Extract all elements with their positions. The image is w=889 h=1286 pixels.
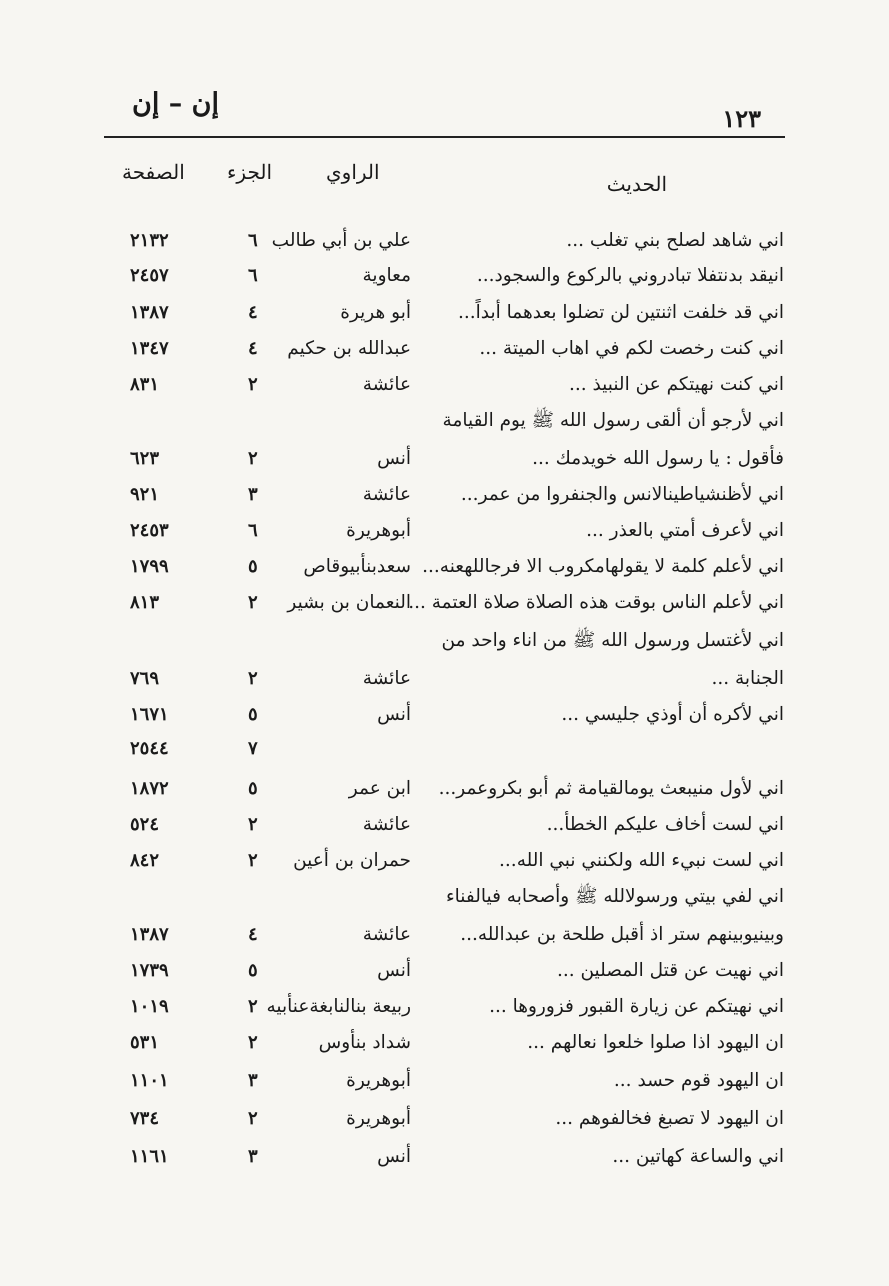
table-row	[0, 1146, 889, 1182]
hadith-cell: اني لست نبيء الله ولكنني نبي الله...	[499, 850, 784, 871]
table-row	[0, 448, 889, 484]
juz-cell: ٤	[248, 338, 258, 359]
hadith-cell: اني لأكره أن أوذي جليسي ...	[561, 704, 784, 725]
juz-cell: ٢	[248, 1108, 258, 1129]
page-cell: ٢١٣٢	[130, 230, 169, 251]
rawi-cell: سعدبنأبيوقاص	[303, 556, 411, 577]
rawi-cell: عائشة	[362, 374, 411, 395]
hadith-cell: اني لست أخاف عليكم الخطأ...	[546, 814, 784, 835]
page-cell: ٨٣١	[130, 374, 160, 395]
table-row	[0, 520, 889, 556]
table-row	[0, 265, 889, 301]
hadith-cell: اني شاهد لصلح بني تغلب ...	[566, 230, 784, 251]
table-row	[0, 374, 889, 410]
juz-cell: ٣	[248, 1070, 258, 1091]
page-cell: ٥٢٤	[130, 814, 160, 835]
table-row	[0, 996, 889, 1032]
column-header-hadith: الحديث	[606, 172, 667, 196]
hadith-cell: اني لأعلم الناس بوقت هذه الصلاة صلاة العتمة ...	[408, 592, 784, 613]
table-row	[0, 1108, 889, 1144]
table-row	[0, 592, 889, 628]
rawi-cell: أبوهريرة	[346, 1070, 411, 1091]
page-cell: ٩٢١	[130, 484, 160, 505]
juz-cell: ٦	[248, 520, 258, 541]
juz-cell: ٦	[248, 265, 258, 286]
hadith-cell: اني نهيتكم عن زيارة القبور فزوروها ...	[489, 996, 784, 1017]
rawi-cell: عائشة	[362, 484, 411, 505]
page-cell: ٢٤٥٧	[130, 265, 169, 286]
juz-cell: ٤	[248, 924, 258, 945]
table-row	[0, 230, 889, 266]
juz-cell: ٥	[248, 556, 258, 577]
table-row	[0, 778, 889, 814]
juz-cell: ٣	[248, 1146, 258, 1167]
table-row	[0, 924, 889, 960]
page-cell: ١٧٣٩	[130, 960, 169, 981]
rawi-cell: ابن عمر	[348, 778, 411, 799]
page-cell: ٦٢٣	[130, 448, 160, 469]
page-cell: ١١٠١	[130, 1070, 169, 1091]
table-row	[0, 410, 889, 446]
table-row	[0, 556, 889, 592]
juz-cell: ٥	[248, 778, 258, 799]
juz-cell: ٢	[248, 592, 258, 613]
juz-cell: ٥	[248, 960, 258, 981]
page-cell: ١٦٧١	[130, 704, 169, 725]
column-header-rawi: الراوي	[326, 160, 380, 184]
page-cell: ١٣٤٧	[130, 338, 169, 359]
rawi-cell: أنس	[377, 448, 411, 469]
hadith-cell: وبينيوبينهم ستر اذ أقبل طلحة بن عبدالله...	[460, 924, 784, 945]
page-cell: ١٧٩٩	[130, 556, 169, 577]
hadith-cell: اني كنت نهيتكم عن النبيذ ...	[568, 374, 784, 395]
page-cell: ٢٥٤٤	[130, 738, 169, 759]
table-row	[0, 814, 889, 850]
header-rule	[104, 136, 785, 138]
table-row	[0, 886, 889, 922]
rawi-cell: عائشة	[362, 668, 411, 689]
rawi-cell: حمران بن أعين	[293, 850, 411, 871]
page-cell: ١١٦١	[130, 1146, 169, 1167]
rawi-cell: عائشة	[362, 814, 411, 835]
page-cell: ٢٤٥٣	[130, 520, 169, 541]
table-row	[0, 1070, 889, 1106]
page-cell: ٧٦٩	[130, 668, 160, 689]
section-letters: إن – إن	[132, 88, 219, 119]
hadith-cell: اني لأظنشياطينالانس والجنفروا من عمر...	[460, 484, 784, 505]
hadith-cell: اني لأغتسل ورسول الله ﷺ من اناء واحد من	[441, 630, 784, 651]
rawi-cell: أبو هريرة	[340, 302, 411, 323]
rawi-cell: ربيعة بنالنابغةعنأبيه	[266, 996, 411, 1017]
page-cell: ٨٤٢	[130, 850, 160, 871]
rawi-cell: أبوهريرة	[346, 520, 411, 541]
page-cell: ٥٣١	[130, 1032, 160, 1053]
hadith-cell: اني قد خلفت اثنتين لن تضلوا بعدهما أبداً...	[457, 302, 784, 323]
juz-cell: ٢	[248, 814, 258, 835]
hadith-cell: اني لفي بيتي ورسولالله ﷺ وأصحابه فيالفناء	[445, 886, 784, 907]
table-row	[0, 704, 889, 740]
hadith-cell: ان اليهود اذا صلوا خلعوا نعالهم ...	[527, 1032, 784, 1053]
hadith-cell: اني لأعلم كلمة لا يقولهامكروب الا فرجاللهعنه...	[422, 556, 784, 577]
page-cell: ١٨٧٢	[130, 778, 169, 799]
rawi-cell: معاوية	[362, 265, 411, 286]
juz-cell: ٥	[248, 704, 258, 725]
hadith-cell: اني كنت رخصت لكم في اهاب الميتة ...	[479, 338, 784, 359]
page-cell: ٨١٣	[130, 592, 160, 613]
hadith-cell: اني لأعرف أمتي بالعذر ...	[586, 520, 784, 541]
hadith-cell: اني نهيت عن قتل المصلين ...	[556, 960, 784, 981]
juz-cell: ٢	[248, 448, 258, 469]
juz-cell: ٢	[248, 374, 258, 395]
juz-cell: ٦	[248, 230, 258, 251]
rawi-cell: أنس	[377, 704, 411, 725]
hadith-cell: الجنابة ...	[711, 668, 784, 689]
hadith-cell: ان اليهود لا تصبغ فخالفوهم ...	[555, 1108, 784, 1129]
table-row	[0, 484, 889, 520]
rawi-cell: علي بن أبي طالب	[271, 230, 411, 251]
rawi-cell: شداد بنأوس	[318, 1032, 411, 1053]
juz-cell: ٢	[248, 668, 258, 689]
table-row	[0, 960, 889, 996]
rawi-cell: عبدالله بن حكيم	[287, 338, 411, 359]
rawi-cell: أنس	[377, 1146, 411, 1167]
rawi-cell: أبوهريرة	[346, 1108, 411, 1129]
hadith-cell: انيقد بدنتفلا تبادروني بالركوع والسجود...	[476, 265, 784, 286]
juz-cell: ٧	[248, 738, 258, 759]
hadith-cell: اني لأرجو أن ألقى رسول الله ﷺ يوم القيامة	[442, 410, 784, 431]
hadith-cell: ان اليهود قوم حسد ...	[613, 1070, 784, 1091]
hadith-cell: اني والساعة كهاتين ...	[612, 1146, 784, 1167]
column-header-page: الصفحة	[122, 160, 185, 184]
table-row	[0, 1032, 889, 1068]
hadith-cell: فأقول : يا رسول الله خويدمك ...	[532, 448, 784, 469]
table-row	[0, 630, 889, 666]
table-row	[0, 850, 889, 886]
juz-cell: ٢	[248, 850, 258, 871]
page-number: ١٢٣	[722, 104, 761, 133]
rawi-cell: عائشة	[362, 924, 411, 945]
juz-cell: ٤	[248, 302, 258, 323]
table-row	[0, 302, 889, 338]
page-cell: ١٣٨٧	[130, 302, 169, 323]
page-cell: ١٠١٩	[130, 996, 169, 1017]
column-header-juz: الجزء	[227, 160, 272, 184]
table-row	[0, 738, 889, 774]
page-cell: ٧٣٤	[130, 1108, 160, 1129]
juz-cell: ٢	[248, 1032, 258, 1053]
juz-cell: ٢	[248, 996, 258, 1017]
hadith-cell: اني لأول منيبعث يومالقيامة ثم أبو بكروعمر...	[438, 778, 784, 799]
rawi-cell: أنس	[377, 960, 411, 981]
page-cell: ١٣٨٧	[130, 924, 169, 945]
table-row	[0, 338, 889, 374]
table-row	[0, 668, 889, 704]
juz-cell: ٣	[248, 484, 258, 505]
rawi-cell: النعمان بن بشير	[287, 592, 411, 613]
